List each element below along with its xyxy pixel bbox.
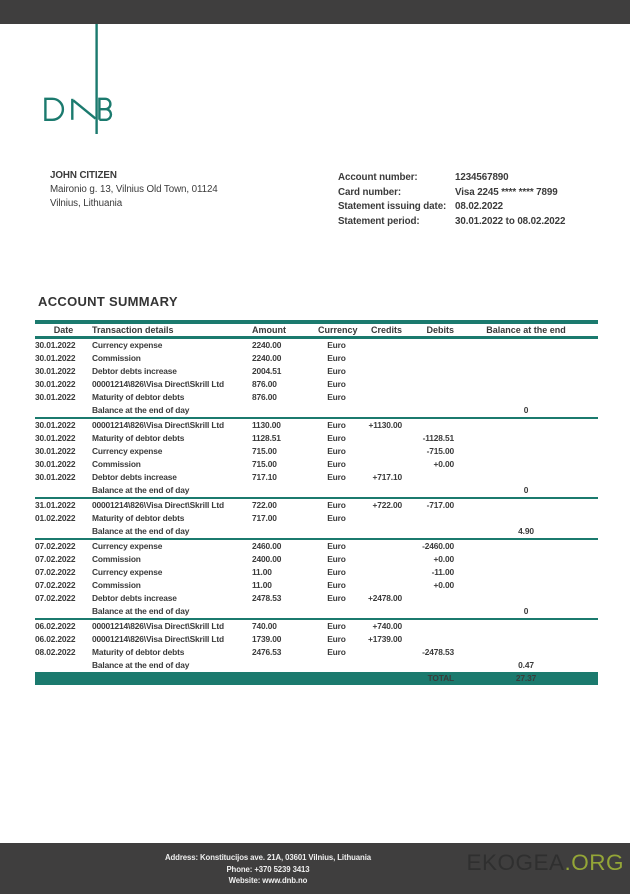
cell-balance <box>454 432 598 445</box>
cell-date <box>35 484 92 498</box>
table-row <box>35 404 598 418</box>
cell-debits: +0.00 <box>433 458 454 469</box>
cell-amount: 2460.00 <box>252 540 282 551</box>
account-summary-title: ACCOUNT SUMMARY <box>38 294 178 309</box>
cell-currency: Euro <box>327 471 346 482</box>
cell-balance <box>454 646 598 659</box>
cell-balance <box>454 566 598 579</box>
cell-currency <box>318 659 355 672</box>
top-bar <box>0 0 630 24</box>
cell-currency: Euro <box>327 458 346 469</box>
footer-bar <box>0 843 630 894</box>
cell-details: Maturity of debtor debts <box>92 391 185 402</box>
table-row <box>35 525 598 539</box>
cell-credits <box>355 579 402 592</box>
cell-date <box>35 525 92 539</box>
cell-credits <box>355 378 402 391</box>
footer-phone: Phone: +370 5239 3413 <box>226 864 310 874</box>
cell-currency: Euro <box>327 633 346 644</box>
column-header-details: Transaction details <box>92 322 252 337</box>
table-row <box>35 512 598 525</box>
cell-currency <box>318 484 355 498</box>
customer-address-line2: Vilnius, Lithuania <box>50 198 123 209</box>
cell-date: 06.02.2022 <box>35 633 76 644</box>
cell-details: 00001214\826\Visa Direct\Skrill Ltd <box>92 499 224 510</box>
cell-balance <box>454 378 598 391</box>
table-row <box>35 659 598 672</box>
cell-currency: Euro <box>327 445 346 456</box>
cell-debits <box>402 605 454 619</box>
cell-debits: -11.00 <box>431 566 454 577</box>
cell-credits: +1130.00 <box>368 419 402 430</box>
cell-debits <box>402 391 454 404</box>
cell-currency: Euro <box>327 592 346 603</box>
cell-balance <box>454 619 598 633</box>
cell-amount: 2240.00 <box>252 352 282 363</box>
table-row <box>35 432 598 445</box>
logo-letter-n-diagonal <box>73 100 95 118</box>
cell-debits: -2478.53 <box>422 646 454 657</box>
table-row <box>35 418 598 432</box>
cell-amount: 717.10 <box>252 471 277 482</box>
cell-date: 30.01.2022 <box>35 352 76 363</box>
cell-credits <box>355 391 402 404</box>
cell-debits <box>402 525 454 539</box>
cell-balance: 0.47 <box>518 659 534 670</box>
statement-period-value: 30.01.2022 to 08.02.2022 <box>455 215 566 227</box>
cell-details: Maturity of debtor debts <box>92 646 185 657</box>
table-row <box>35 391 598 404</box>
cell-date <box>35 659 92 672</box>
cell-amount: 11.00 <box>252 566 272 577</box>
table-row <box>35 566 598 579</box>
cell-date: 30.01.2022 <box>35 419 76 430</box>
column-header-date: Date <box>35 322 92 337</box>
cell-date: 30.01.2022 <box>35 445 76 456</box>
cell-date: 07.02.2022 <box>35 553 76 564</box>
total-row <box>35 672 598 685</box>
table-row <box>35 592 598 605</box>
cell-details: Commission <box>92 579 141 590</box>
table-row <box>35 539 598 553</box>
table-row <box>35 646 598 659</box>
cell-amount <box>252 525 318 539</box>
cell-debits <box>402 659 454 672</box>
cell-currency <box>318 605 355 619</box>
cell-details: 00001214\826\Visa Direct\Skrill Ltd <box>92 378 224 389</box>
cell-balance <box>454 579 598 592</box>
cell-details: Balance at the end of day <box>92 404 190 415</box>
card-number-row <box>338 186 565 201</box>
cell-credits: +717.10 <box>372 471 402 482</box>
cell-credits: +1739.00 <box>368 633 402 644</box>
cell-currency: Euro <box>327 339 346 350</box>
cell-credits <box>355 432 402 445</box>
statement-section <box>35 498 598 539</box>
cell-debits <box>402 471 454 484</box>
cell-balance <box>454 418 598 432</box>
cell-amount: 2478.53 <box>252 592 282 603</box>
cell-credits <box>355 404 402 418</box>
statement-section <box>35 418 598 498</box>
cell-amount: 876.00 <box>252 391 277 402</box>
cell-debits <box>402 484 454 498</box>
cell-currency: Euro <box>327 566 346 577</box>
footer-address: Address: Konstitucijos ave. 21A, 03601 Vilnius, Lithuania <box>164 853 372 862</box>
cell-balance <box>454 445 598 458</box>
cell-debits <box>402 378 454 391</box>
cell-balance: 0 <box>523 605 529 616</box>
account-info-block <box>338 171 565 229</box>
table-row <box>35 484 598 498</box>
issuing-date-row <box>338 200 565 215</box>
cell-balance <box>454 337 598 352</box>
total-label: TOTAL <box>402 672 454 685</box>
footer-contact-block <box>0 852 536 887</box>
column-header-balance: Balance at the end <box>454 322 598 337</box>
cell-debits: -2460.00 <box>422 540 454 551</box>
cell-balance <box>454 498 598 512</box>
total-spacer <box>35 672 402 685</box>
cell-debits <box>402 592 454 605</box>
cell-currency: Euro <box>327 499 346 510</box>
cell-details: 00001214\826\Visa Direct\Skrill Ltd <box>92 633 224 644</box>
cell-balance <box>454 633 598 646</box>
cell-credits <box>355 646 402 659</box>
card-number-value: Visa 2245 **** **** 7899 <box>455 186 558 198</box>
cell-credits <box>355 352 402 365</box>
cell-amount: 876.00 <box>252 378 277 389</box>
cell-debits: -1128.51 <box>422 432 454 443</box>
cell-details: Debtor debts increase <box>92 365 177 376</box>
column-header-credits: Credits <box>355 322 402 337</box>
cell-balance <box>454 592 598 605</box>
table-row <box>35 579 598 592</box>
cell-details: Currency expense <box>92 339 163 350</box>
ekogea-watermark <box>466 850 624 876</box>
cell-date <box>35 605 92 619</box>
cell-credits: +722.00 <box>372 499 402 510</box>
cell-date: 30.01.2022 <box>35 378 76 389</box>
cell-date: 30.01.2022 <box>35 432 76 443</box>
cell-credits <box>355 458 402 471</box>
cell-debits <box>402 337 454 352</box>
cell-currency: Euro <box>327 579 346 590</box>
cell-balance <box>454 539 598 553</box>
watermark-green-part: .ORG <box>564 850 624 875</box>
cell-details: Balance at the end of day <box>92 525 190 536</box>
table-row <box>35 458 598 471</box>
table-row <box>35 352 598 365</box>
logo-letter-d <box>45 99 63 120</box>
cell-amount: 1739.00 <box>252 633 282 644</box>
cell-balance: 0 <box>523 484 529 495</box>
cell-credits <box>355 525 402 539</box>
cell-credits <box>355 512 402 525</box>
cell-debits <box>402 404 454 418</box>
cell-debits <box>402 418 454 432</box>
statement-period-row <box>338 215 565 230</box>
cell-currency: Euro <box>327 365 346 376</box>
table-row <box>35 378 598 391</box>
cell-date: 07.02.2022 <box>35 540 76 551</box>
cell-currency: Euro <box>327 378 346 389</box>
total-value: 27.37 <box>454 672 598 685</box>
cell-amount: 715.00 <box>252 445 277 456</box>
cell-details: Commission <box>92 553 141 564</box>
cell-amount: 717.00 <box>252 512 277 523</box>
issuing-date-value: 08.02.2022 <box>455 201 504 213</box>
cell-currency: Euro <box>327 352 346 363</box>
cell-amount <box>252 404 318 418</box>
cell-debits: -717.00 <box>426 499 454 510</box>
cell-date: 30.01.2022 <box>35 365 76 376</box>
cell-amount: 2476.53 <box>252 646 282 657</box>
cell-debits <box>402 512 454 525</box>
cell-debits: +0.00 <box>433 553 454 564</box>
cell-amount <box>252 659 318 672</box>
statement-period-label: Statement period: <box>338 215 420 227</box>
cell-balance <box>454 471 598 484</box>
cell-balance: 4.90 <box>518 525 534 536</box>
table-header <box>35 322 598 337</box>
cell-amount <box>252 484 318 498</box>
cell-credits <box>355 445 402 458</box>
table-row <box>35 498 598 512</box>
cell-credits <box>355 659 402 672</box>
footer-website: Website: www.dnb.no <box>228 876 308 885</box>
cell-details: Currency expense <box>92 540 163 551</box>
cell-details: 00001214\826\Visa Direct\Skrill Ltd <box>92 620 224 631</box>
cell-date: 30.01.2022 <box>35 471 76 482</box>
cell-currency: Euro <box>327 646 346 657</box>
cell-details: Debtor debts increase <box>92 592 177 603</box>
account-number-row <box>338 171 565 186</box>
statement-section <box>35 539 598 619</box>
cell-date: 07.02.2022 <box>35 579 76 590</box>
cell-credits <box>355 337 402 352</box>
table-row <box>35 471 598 484</box>
cell-credits <box>355 365 402 378</box>
cell-details: Maturity of debtor debts <box>92 432 185 443</box>
cell-details: Commission <box>92 458 141 469</box>
cell-amount: 1130.00 <box>252 419 281 430</box>
cell-debits <box>402 633 454 646</box>
cell-currency: Euro <box>327 391 346 402</box>
watermark-dark-part: EKOGEA <box>466 850 565 875</box>
table-row <box>35 553 598 566</box>
cell-currency <box>318 404 355 418</box>
cell-date: 01.02.2022 <box>35 512 76 523</box>
table-row <box>35 605 598 619</box>
cell-amount: 1128.51 <box>252 432 281 443</box>
cell-date: 07.02.2022 <box>35 566 76 577</box>
cell-balance <box>454 365 598 378</box>
account-number-label: Account number: <box>338 172 418 183</box>
cell-date: 30.01.2022 <box>35 391 76 402</box>
statement-table <box>35 320 598 685</box>
cell-details: Debtor debts increase <box>92 471 177 482</box>
cell-credits: +740.00 <box>372 620 402 631</box>
statement-section <box>35 337 598 418</box>
cell-balance <box>454 458 598 471</box>
logo-letter-b <box>99 99 111 120</box>
cell-debits <box>402 365 454 378</box>
cell-currency: Euro <box>327 553 346 564</box>
cell-details: Balance at the end of day <box>92 484 190 495</box>
cell-date <box>35 404 92 418</box>
cell-details: Maturity of debtor debts <box>92 512 185 523</box>
cell-details: Balance at the end of day <box>92 605 190 616</box>
statement-section <box>35 619 598 672</box>
table-row <box>35 619 598 633</box>
customer-name: JOHN CITIZEN <box>50 170 117 181</box>
cell-currency: Euro <box>327 432 346 443</box>
cell-balance <box>454 391 598 404</box>
customer-address-line1: Maironio g. 13, Vilnius Old Town, 01124 <box>50 184 218 195</box>
cell-balance: 0 <box>523 404 529 415</box>
customer-block <box>50 169 218 211</box>
cell-currency <box>318 525 355 539</box>
account-number-value: 1234567890 <box>455 172 509 183</box>
cell-date: 30.01.2022 <box>35 339 76 350</box>
cell-date: 30.01.2022 <box>35 458 76 469</box>
cell-date: 31.01.2022 <box>35 499 76 510</box>
cell-date: 06.02.2022 <box>35 620 76 631</box>
dnb-logo <box>38 22 120 140</box>
cell-amount: 722.00 <box>252 499 277 510</box>
cell-details: Currency expense <box>92 445 163 456</box>
cell-debits <box>402 619 454 633</box>
cell-credits <box>355 605 402 619</box>
cell-amount: 740.00 <box>252 620 277 631</box>
cell-currency: Euro <box>327 512 346 523</box>
cell-date: 07.02.2022 <box>35 592 76 603</box>
cell-currency: Euro <box>327 419 346 430</box>
cell-amount: 2004.51 <box>252 365 282 376</box>
cell-details: Commission <box>92 352 141 363</box>
cell-amount: 11.00 <box>252 579 272 590</box>
cell-credits <box>355 539 402 553</box>
cell-balance <box>454 512 598 525</box>
table-row <box>35 633 598 646</box>
cell-debits: +0.00 <box>433 579 454 590</box>
cell-credits: +2478.00 <box>368 592 402 603</box>
cell-amount <box>252 605 318 619</box>
cell-amount: 2400.00 <box>252 553 282 564</box>
cell-details: 00001214\826\Visa Direct\Skrill Ltd <box>92 419 224 430</box>
column-header-amount: Amount <box>252 322 318 337</box>
cell-debits: -715.00 <box>426 445 454 456</box>
cell-balance <box>454 553 598 566</box>
cell-currency: Euro <box>327 540 346 551</box>
cell-debits <box>402 352 454 365</box>
column-header-debits: Debits <box>402 322 454 337</box>
cell-currency: Euro <box>327 620 346 631</box>
table-row <box>35 445 598 458</box>
card-number-label: Card number: <box>338 186 402 198</box>
cell-date: 08.02.2022 <box>35 646 76 657</box>
cell-credits <box>355 566 402 579</box>
table-row <box>35 337 598 352</box>
cell-credits <box>355 484 402 498</box>
cell-credits <box>355 553 402 566</box>
cell-details: Balance at the end of day <box>92 659 190 670</box>
table-row <box>35 365 598 378</box>
table-total <box>35 672 598 685</box>
cell-amount: 715.00 <box>252 458 277 469</box>
column-header-currency: Currency <box>318 322 355 337</box>
cell-balance <box>454 352 598 365</box>
cell-details: Currency expense <box>92 566 163 577</box>
issuing-date-label: Statement issuing date: <box>338 201 447 213</box>
cell-amount: 2240.00 <box>252 339 282 350</box>
